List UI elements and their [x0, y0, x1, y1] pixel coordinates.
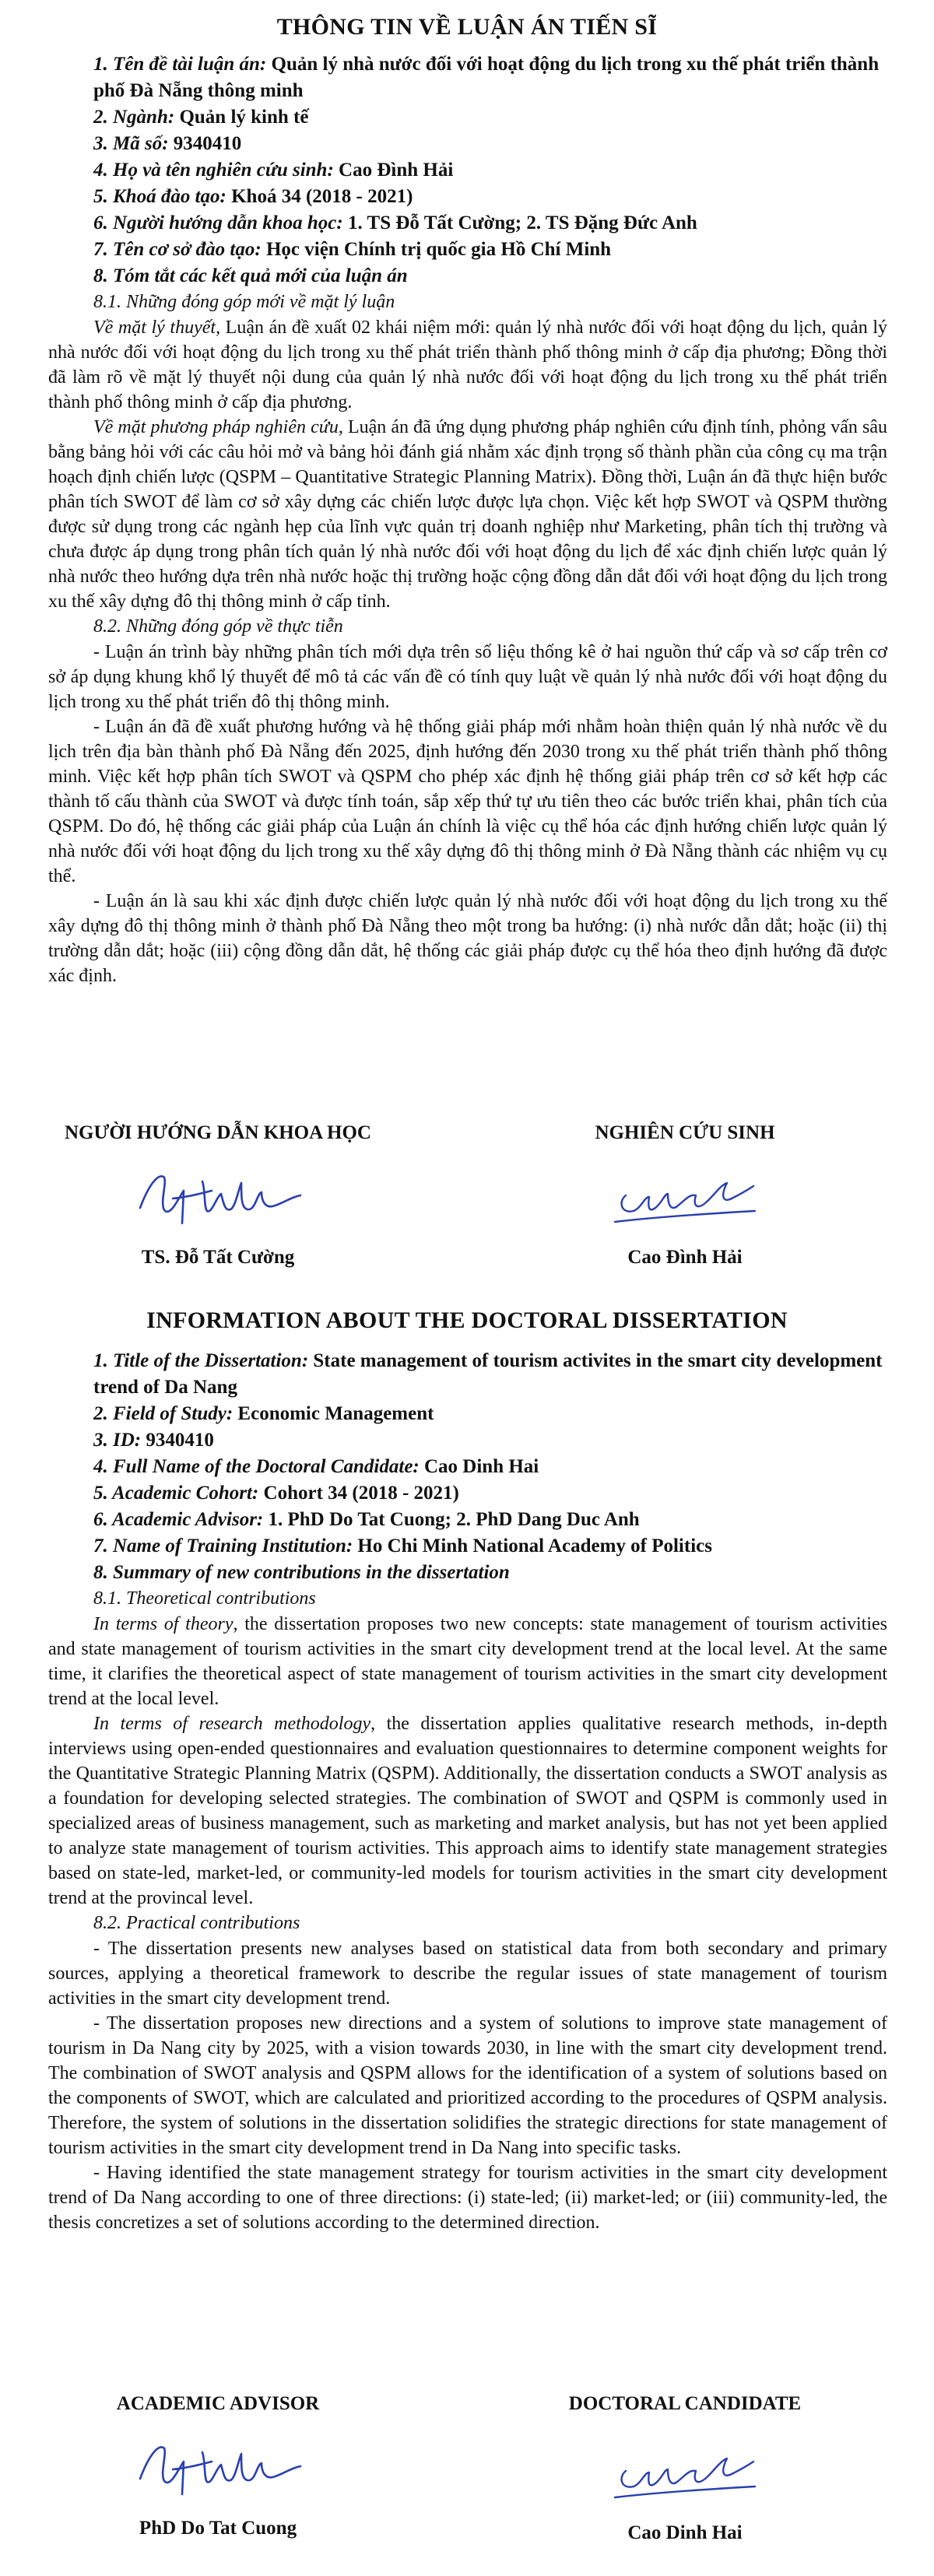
field-value: Cao Dinh Hai: [424, 1456, 539, 1477]
paragraph-text: , the dissertation applies qualitative research methods, in-depth interviews using open-ended questionnaires and evaluation questionnaires to determine component weights for the Quantitative Strategic Planning Matrix (QSPM). Additionally, the dissertation conducts a SWOT analysis as a foundation for developing selected strategies. The combination of SWOT and QSPM is commonly used in specialized areas of business management, such as marketing and market analysis, but has not yet been applied to analyze state management of tourism activities. This approach aims to identify state management strategies based on state-led, market-led, or community-led models for tourism activities in the smart city development trend at the provincal level.: [48, 1714, 887, 1908]
field-summary: [0, 263, 934, 290]
paragraph-practice-1: - The dissertation presents new analyses based on statistical data from both secondary and primary sources, applying a theoretical framework to describe the regular issues of state management of tourism activities in the smart city development trend.: [48, 1939, 887, 2009]
field-advisor: [0, 1507, 934, 1533]
field-value: 1. PhD Do Tat Cuong; 2. PhD Dang Duc Anh: [268, 1509, 640, 1530]
paragraph-practice-2: - Luận án đã đề xuất phương hướng và hệ thống giải pháp mới nhằm hoàn thiện quản lý nhà nước về du lịch trên địa bàn thành phố Đà Nẵng đến 2025, định hướng đến 2030 trong xu thế phát triển thành phố thông minh. Việc kết hợp phân tích SWOT và QSPM cho phép xác định hệ thống giải pháp trên cơ sở kết hợp các thành tố cấu thành của SWOT và được tính toán, sắp xếp thứ tự ưu tiên theo các bước triển khai, phân tích của QSPM. Do đó, hệ thống các giải pháp của Luận án chính là việc cụ thể hóa các định hướng chiến lược quản lý nhà nước đối với hoạt động du lịch trong xu thế xây dựng đô thị thông minh ở Đà Nẵng thành các nhiệm vụ cụ thể.: [48, 717, 887, 886]
subsection-heading: 8.2. Những đóng góp về thực tiễn: [93, 616, 343, 637]
field-label: 5. Khoá đào tạo:: [93, 186, 226, 207]
field-study: [0, 1401, 934, 1427]
field-cohort: [0, 1480, 934, 1507]
signature-name: PhD Do Tat Cuong: [139, 2518, 297, 2539]
signature-scribble-candidate: [599, 1163, 771, 1237]
english-signatures: [0, 2393, 934, 2560]
subsection-heading: 8.1. Theoretical contributions: [93, 1588, 316, 1609]
paragraph-lead: In terms of theory: [93, 1614, 234, 1634]
vietnamese-signatures: [0, 1122, 934, 1286]
signature-block-advisor: [39, 1122, 397, 1286]
signature-block-candidate: [506, 1122, 864, 1286]
field-label: 7. Name of Training Institution:: [93, 1535, 353, 1556]
field-label: 3. ID:: [93, 1430, 142, 1451]
field-value: Cao Đình Hải: [339, 160, 454, 181]
field-summary: [0, 1560, 934, 1586]
paragraph-lead: In terms of research methodology: [93, 1714, 371, 1734]
paragraph-lead: Về mặt lý thuyết,: [93, 318, 221, 338]
field-value: State management of tourism activites in the smart city development trend of Da Nang: [93, 1350, 883, 1398]
info-fields-english: [0, 1348, 934, 1586]
paragraph-theory: [0, 315, 934, 415]
signature-block-candidate: [506, 2393, 864, 2560]
paragraph-methodology: [0, 415, 934, 614]
subsection-heading: 8.2. Practical contributions: [93, 1913, 300, 1933]
field-label: 1. Title of the Dissertation:: [93, 1350, 309, 1371]
paragraph-text: Luận án đề xuất 02 khái niệm mới: quản lý nhà nước đối với hoạt động du lịch, quản lý nhà nước đối với hoạt động du lịch trong xu thế phát triển thành phố thông minh ở cấp địa phương; Đồng thời đã làm rõ về mặt lý thuyết nội dung của quản lý nhà nước đối với hoạt động du lịch trong xu thế phát triển thành phố thông minh ở cấp địa phương.: [48, 318, 887, 412]
paragraph-text: , the dissertation proposes two new concepts: state management of tourism activities and state management of tourism activities in the smart city development trend at the local level. At the same time, it clarifies the theoretical aspect of state management of tourism activities in the smart city development trend at the local level.: [48, 1614, 887, 1709]
paragraph-practice-3: - Having identified the state management strategy for tourism activities in the smart city development trend of Da Nang according to one of three directions: (i) state-led; (ii) market-led; or (iii) community-led, the thesis concretizes a set of solutions according to the determined direction.: [48, 2163, 887, 2233]
field-id: [0, 1427, 934, 1454]
field-cohort: [0, 184, 934, 210]
signature-block-advisor: [39, 2393, 397, 2560]
field-candidate: [0, 157, 934, 184]
field-label: 4. Họ và tên nghiên cứu sinh:: [93, 160, 334, 181]
page-title-english: INFORMATION ABOUT THE DOCTORAL DISSERTATION: [146, 1307, 788, 1333]
paragraph-methodology: [0, 1711, 934, 1911]
signature-scribble-advisor: [125, 2430, 311, 2504]
subsection-heading: 8.1. Những đóng góp mới về mặt lý luận: [93, 292, 395, 312]
field-candidate: [0, 1454, 934, 1480]
field-label: 4. Full Name of the Doctoral Candidate:: [93, 1456, 420, 1477]
vietnamese-section: [0, 14, 934, 988]
paragraph-practice-1: - Luận án trình bày những phân tích mới dựa trên số liệu thống kê ở hai nguồn thứ cấp và sơ cấp trên cơ sở áp dụng khung khổ lý thuyết để mô tả các vấn đề có tính quy luật về quản lý nhà nước đối với hoạt động du lịch trong xu thế phát triển đô thị thông minh.: [48, 642, 887, 712]
field-label: 8. Tóm tắt các kết quả mới của luận án: [93, 265, 408, 286]
signature-scribble-advisor: [125, 1160, 311, 1234]
signature-name: TS. Đỗ Tất Cường: [141, 1247, 295, 1268]
signature-role: NGƯỜI HƯỚNG DẪN KHOA HỌC: [65, 1122, 371, 1143]
field-major: [0, 104, 934, 131]
field-label: 1. Tên đề tài luận án:: [93, 54, 267, 75]
field-label: 2. Field of Study:: [93, 1403, 234, 1424]
info-fields: [0, 51, 934, 290]
field-value: Economic Management: [237, 1403, 434, 1424]
english-section: [0, 1307, 934, 2235]
signature-role: DOCTORAL CANDIDATE: [568, 2393, 802, 2414]
field-value: 9340410: [146, 1430, 214, 1451]
field-value: Học viện Chính trị quốc gia Hồ Chí Minh: [265, 239, 612, 260]
field-institution: [0, 1533, 934, 1560]
field-dissertation-title: [0, 51, 934, 104]
field-dissertation-title: [0, 1348, 934, 1401]
signature-name: Cao Dinh Hai: [627, 2522, 743, 2543]
signature-name: Cao Đình Hải: [627, 1247, 743, 1268]
paragraph-practice-3: - Luận án là sau khi xác định được chiến lược quản lý nhà nước đối với hoạt động du lịch trong xu thế xây dựng đô thị thông minh ở thành phố Đà Nẵng theo một trong ba hướng: (i) nhà nước dẫn dắt; hoặc (ii) thị trường dẫn dắt; hoặc (iii) cộng đồng dẫn dắt, hệ thống các giải pháp được cụ thể hóa theo định hướng đã được xác định.: [48, 891, 887, 986]
field-label: 6. Người hướng dẫn khoa học:: [93, 212, 343, 233]
field-institution: [0, 237, 934, 263]
field-label: 5. Academic Cohort:: [93, 1483, 259, 1504]
page-title: THÔNG TIN VỀ LUẬN ÁN TIẾN SĨ: [276, 14, 658, 40]
field-code: [0, 131, 934, 157]
signature-role: ACADEMIC ADVISOR: [116, 2393, 320, 2414]
paragraph-text: Luận án đã ứng dụng phương pháp nghiên cứu định tính, phỏng vấn sâu bằng bảng hỏi với các câu hỏi mở và bảng hỏi đánh giá nhằm xác định trọng số thành phần của công cụ ma trận hoạch định chiến lược (QSPM – Quantitative Strategic Planning Matrix). Đồng thời, Luận án đã thực hiện bước phân tích SWOT để làm cơ sở xây dựng các chiến lược được lựa chọn. Việc kết hợp SWOT và QSPM thường được sử dụng trong các ngành hẹp của lĩnh vực quản trị doanh nghiệp như Marketing, phân tích thị trường và chưa được áp dụng trong phân tích quản lý nhà nước đối với hoạt động du lịch để xác định chiến lược quản lý nhà nước theo hướng dựa trên nhà nước hoặc thị trường hoặc cộng đồng dẫn dắt đối với hoạt động du lịch trong xu thế xây dựng đô thị thông minh ở cấp tỉnh.: [48, 417, 888, 612]
field-advisor: [0, 210, 934, 237]
field-label: 7. Tên cơ sở đào tạo:: [93, 239, 262, 260]
field-value: Ho Chi Minh National Academy of Politics: [357, 1535, 712, 1556]
signature-role: NGHIÊN CỨU SINH: [595, 1122, 775, 1143]
paragraph-theory: [0, 1612, 934, 1711]
field-value: 1. TS Đỗ Tất Cường; 2. TS Đặng Đức Anh: [347, 212, 697, 233]
field-value: Khoá 34 (2018 - 2021): [231, 186, 413, 207]
paragraph-lead: Về mặt phương pháp nghiên cứu,: [93, 417, 343, 437]
signature-scribble-candidate: [599, 2438, 771, 2512]
field-value: Quản lý kinh tế: [179, 107, 309, 128]
field-value: Quản lý nhà nước đối với hoạt động du lịch trong xu thế phát triển thành phố Đà Nẵng thông minh: [93, 54, 880, 101]
field-label: 6. Academic Advisor:: [93, 1509, 264, 1530]
field-value: 9340410: [173, 133, 242, 154]
field-value: Cohort 34 (2018 - 2021): [263, 1483, 459, 1504]
field-label: 2. Ngành:: [93, 107, 175, 128]
field-label: 8. Summary of new contributions in the dissertation: [93, 1562, 510, 1583]
field-label: 3. Mã số:: [93, 133, 169, 154]
paragraph-practice-2: - The dissertation proposes new directions and a system of solutions to improve state management of tourism in Da Nang city by 2025, with a vision towards 2030, in line with the smart city development trend. The combination of SWOT analysis and QSPM allows for the identification of a system of solutions based on the components of SWOT, which are calculated and prioritized according to the procedures of QSPM analysis. Therefore, the system of solutions in the dissertation solidifies the strategic directions for state management of tourism activities in the smart city development trend in Da Nang into specific tasks.: [48, 2013, 887, 2158]
